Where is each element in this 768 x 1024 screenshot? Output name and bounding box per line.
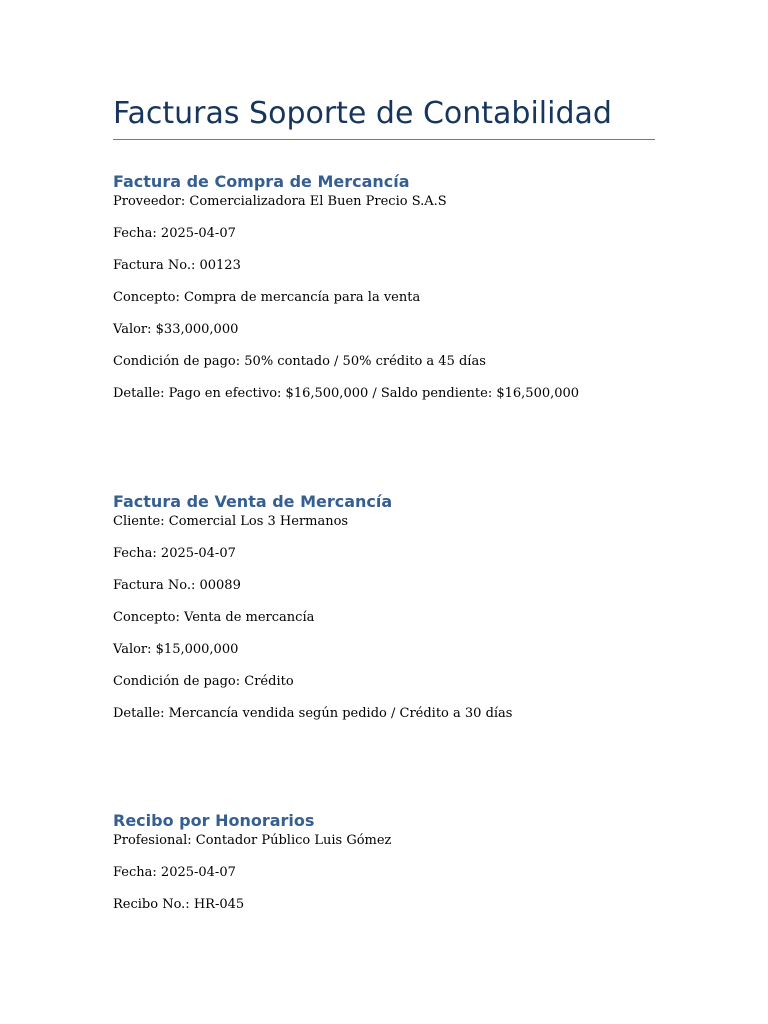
line-value: Valor: $15,000,000 <box>113 642 239 657</box>
section-lines <box>113 514 655 722</box>
section-heading: Factura de Venta de Mercancía <box>113 492 393 511</box>
line-date: Fecha: 2025-04-07 <box>113 226 236 241</box>
line-date: Fecha: 2025-04-07 <box>113 546 236 561</box>
line-detail: Detalle: Mercancía vendida según pedido / Crédito a 30 días <box>113 706 513 721</box>
section-lines <box>113 194 655 402</box>
line-receipt-number: Recibo No.: HR-045 <box>113 897 245 912</box>
section-sales-invoice <box>113 491 655 738</box>
line-payment-condition: Condición de pago: 50% contado / 50% crédito a 45 días <box>113 354 486 369</box>
title-underline <box>113 139 655 140</box>
line-professional: Profesional: Contador Público Luis Gómez <box>113 833 392 848</box>
line-invoice-number: Factura No.: 00089 <box>113 578 241 593</box>
line-date: Fecha: 2025-04-07 <box>113 865 236 880</box>
section-lines <box>113 833 655 913</box>
document-title: Facturas Soporte de Contabilidad <box>113 96 612 131</box>
section-heading: Factura de Compra de Mercancía <box>113 172 410 191</box>
section-heading: Recibo por Honorarios <box>113 811 315 830</box>
line-client: Cliente: Comercial Los 3 Hermanos <box>113 514 349 529</box>
line-payment-condition: Condición de pago: Crédito <box>113 674 294 689</box>
line-concept: Concepto: Venta de mercancía <box>113 610 315 625</box>
line-supplier: Proveedor: Comercializadora El Buen Precio S.A.S <box>113 194 447 209</box>
line-concept: Concepto: Compra de mercancía para la venta <box>113 290 421 305</box>
line-detail: Detalle: Pago en efectivo: $16,500,000 / Saldo pendiente: $16,500,000 <box>113 386 580 401</box>
section-fee-receipt <box>113 810 655 929</box>
line-value: Valor: $33,000,000 <box>113 322 239 337</box>
line-invoice-number: Factura No.: 00123 <box>113 258 241 273</box>
section-purchase-invoice <box>113 171 655 418</box>
